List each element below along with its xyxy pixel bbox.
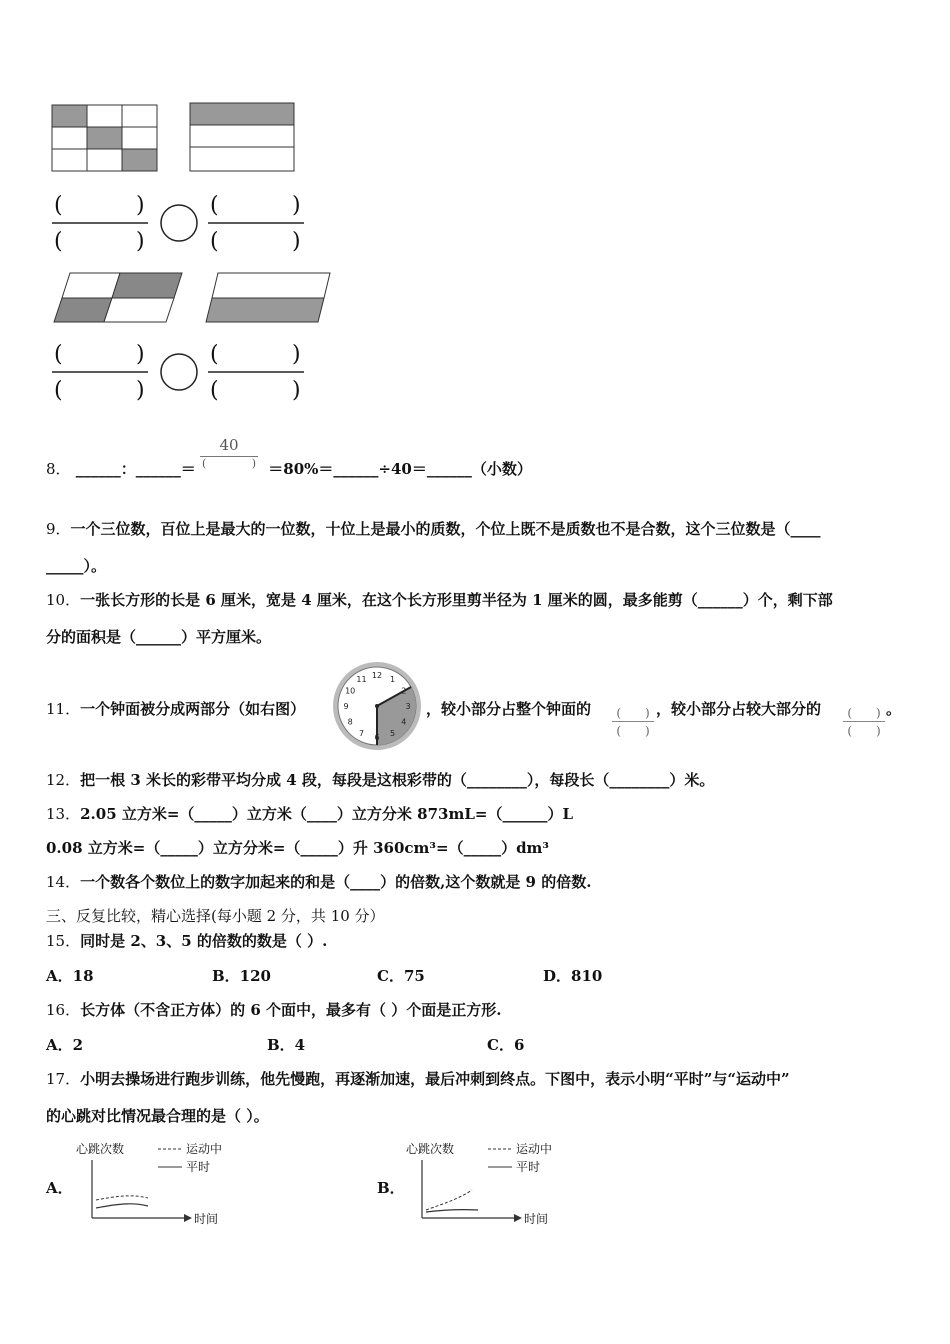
q17-option-b[interactable]: B． [377, 1179, 405, 1197]
series-exercise-line [96, 1196, 148, 1200]
para-strip-shaded [206, 298, 324, 322]
question-13-cont [46, 838, 549, 858]
question-13 [46, 804, 573, 824]
question-14 [46, 872, 591, 892]
q8-frac-top: 40 [200, 436, 258, 457]
paren-r: ) [292, 342, 301, 367]
q15-option-d[interactable]: D．810 [543, 967, 603, 985]
q17-line2: 的心跳对比情况最合理的是（ ）。 [46, 1107, 269, 1125]
q11-frac2-bottom: ( ) [847, 724, 881, 738]
clock-numeral: 4 [401, 717, 407, 727]
q14-text: 一个数各个数位上的数字加起来的和是（____）的倍数,这个数就是 9 的倍数. [80, 873, 592, 891]
parallelogram-right [206, 273, 330, 322]
question-10 [46, 590, 833, 610]
paren-l: ( [210, 342, 219, 367]
grid-shape-left [52, 105, 157, 171]
paren-l: ( [210, 229, 219, 254]
question-number: 14． [46, 873, 81, 891]
grid-cell-shaded [122, 149, 157, 171]
q12-text: 把一根 3 米长的彩带平均分成 4 段，每段是这根彩带的（________），每段长（________）米。 [80, 771, 715, 789]
question-9 [46, 519, 821, 539]
grid-cell [87, 105, 122, 127]
q17-chart-b [402, 1138, 582, 1230]
paren-l: ( [54, 378, 63, 403]
paren-l: ( [210, 193, 219, 218]
question-11-b [426, 699, 591, 719]
clock-numeral: 1 [389, 675, 396, 685]
para-cell-shaded [54, 298, 112, 322]
strip-shape-right [190, 103, 294, 171]
clock-numeral: 5 [389, 728, 396, 738]
chart-b-xlabel: 时间 [524, 1212, 549, 1226]
clock-numeral: 3 [405, 702, 411, 711]
fraction-blank-row-2 [52, 354, 304, 390]
grid-cell [122, 127, 157, 149]
grid-cell [52, 149, 87, 171]
question-11 [46, 699, 305, 719]
q16-option-a[interactable]: A．2 [46, 1036, 84, 1054]
q8-frac-paren-r: ) [251, 457, 256, 470]
question-number: 15． [46, 932, 81, 950]
q15-text: 同时是 2、3、5 的倍数的数是（ ）. [80, 932, 328, 950]
clock-numeral: 10 [345, 686, 356, 696]
section-3-title [46, 906, 385, 926]
question-number: 12． [46, 771, 81, 789]
q13-line2: 0.08 立方米=（_____）立方分米=（_____）升 360cm³=（_____）dm³ [46, 839, 549, 857]
series-normal-line [96, 1204, 148, 1208]
strip-shaded [190, 103, 294, 125]
q16-text: 长方体（不含正方体）的 6 个面中，最多有（ ）个面是正方形. [80, 1001, 502, 1019]
paren-r: ) [292, 229, 301, 254]
chart-b-legend-solid: 平时 [516, 1160, 541, 1174]
question-17 [46, 1069, 790, 1089]
q15-option-a[interactable]: A．18 [46, 967, 94, 985]
chart-a-ylabel: 心跳次数 [76, 1142, 125, 1156]
strip [190, 147, 294, 171]
question-12 [46, 770, 714, 790]
q15-option-c[interactable]: C．75 [377, 967, 425, 985]
question-9-cont [46, 556, 106, 576]
q11-text-d: 。 [886, 700, 902, 718]
clock-numeral: 11 [356, 675, 367, 685]
q13-line1: 2.05 立方米=（_____）立方米（____）立方分米 873mL=（______）L [80, 805, 573, 823]
series-exercise-line [426, 1190, 472, 1210]
chart-a-xlabel: 时间 [194, 1212, 219, 1226]
paren-r: ) [136, 193, 145, 218]
clock-numeral: 6 [374, 733, 380, 742]
paren-l: ( [210, 378, 219, 403]
fraction-blank-row-1 [52, 205, 304, 241]
question-17-cont [46, 1106, 269, 1126]
paren-r: ) [136, 342, 145, 367]
para-cell-shaded [112, 273, 182, 298]
q11-frac1-top: ( ) [612, 704, 654, 722]
q8-frac-paren-l: ( [202, 457, 207, 470]
fraction-shapes-svg [40, 95, 340, 415]
clock-numeral: 12 [371, 671, 383, 680]
q11-fraction-1 [612, 704, 654, 739]
q9-line2: _____）。 [46, 557, 107, 575]
grid-cell [122, 105, 157, 127]
para-cell [62, 273, 120, 298]
paren-l: ( [54, 193, 63, 218]
q11-fraction-2 [843, 704, 885, 739]
question-11-d [886, 699, 901, 719]
series-normal-line [426, 1210, 478, 1212]
clock-figure [330, 660, 424, 752]
q11-frac2-top: ( ) [843, 704, 885, 722]
parallelogram-left [54, 273, 182, 322]
q15-option-b[interactable]: B．120 [212, 967, 271, 985]
grid-cell [52, 127, 87, 149]
question-number: 16． [46, 1001, 81, 1019]
q8-text-b: ＝80%＝______÷40＝______（小数） [268, 460, 532, 478]
question-15 [46, 931, 327, 951]
para-strip [212, 273, 330, 298]
clock-svg [330, 660, 424, 752]
paren-l: ( [54, 342, 63, 367]
clock-numeral: 7 [358, 728, 365, 738]
question-number: 11． [46, 700, 81, 718]
clock-center [375, 704, 379, 708]
section-title: 三、反复比较，精心选择(每小题 2 分，共 10 分） [46, 907, 385, 925]
question-10-cont [46, 627, 271, 647]
chart-b-legend-dash: 运动中 [516, 1142, 553, 1156]
question-16 [46, 1000, 501, 1020]
chart-a-legend-solid: 平时 [186, 1160, 211, 1174]
clock-numeral: 8 [347, 717, 353, 727]
q11-frac1-bottom: ( ) [616, 724, 650, 738]
q11-text-c: ，较小部分占较大部分的 [656, 700, 822, 718]
question-number: 9． [46, 520, 71, 538]
q11-text-b: ，较小部分占整个钟面的 [426, 700, 592, 718]
compare-circle [161, 205, 197, 241]
strip [190, 125, 294, 147]
q16-option-b[interactable]: B．4 [267, 1036, 306, 1054]
chart-b-ylabel: 心跳次数 [406, 1142, 455, 1156]
q10-line1: 一张长方形的长是 6 厘米，宽是 4 厘米，在这个长方形里剪半径为 1 厘米的圆，最多能剪（______）个，剩下部 [80, 591, 833, 609]
q17-line1: 小明去操场进行跑步训练，他先慢跑，再逐渐加速，最后冲刺到终点。下图中，表示小明“平时”与“运动中” [80, 1070, 790, 1088]
clock-numeral: 9 [343, 702, 349, 711]
question-number: 17． [46, 1070, 81, 1088]
question-number: 13． [46, 805, 81, 823]
paren-r: ) [136, 229, 145, 254]
q10-line2: 分的面积是（______）平方厘米。 [46, 628, 272, 646]
paren-l: ( [54, 229, 63, 254]
x-axis-arrow [514, 1214, 522, 1222]
q8-fraction [200, 436, 258, 470]
q17-option-a[interactable]: A． [46, 1179, 73, 1197]
grid-cell [87, 149, 122, 171]
x-axis-arrow [184, 1214, 192, 1222]
q17-chart-a [72, 1138, 252, 1230]
q8-text-a: ______：______＝ [75, 460, 196, 478]
paren-r: ) [292, 378, 301, 403]
q11-text-a: 一个钟面被分成两部分（如右图） [80, 700, 306, 718]
grid-cell-shaded [87, 127, 122, 149]
para-cell [104, 298, 174, 322]
chart-a-legend-dash: 运动中 [186, 1142, 223, 1156]
q16-option-c[interactable]: C．6 [487, 1036, 525, 1054]
q9-line1: 一个三位数，百位上是最大的一位数，十位上是最小的质数，个位上既不是质数也不是合数，这个三位数是（____ [70, 520, 821, 538]
question-8 [46, 459, 532, 479]
clock-numeral: 2 [401, 686, 407, 696]
paren-r: ) [292, 193, 301, 218]
question-number: 8． [46, 460, 71, 478]
grid-cell-shaded [52, 105, 87, 127]
question-number: 10． [46, 591, 81, 609]
question-11-c [656, 699, 821, 719]
fraction-comparison-figure [40, 95, 340, 415]
paren-r: ) [136, 378, 145, 403]
compare-circle [161, 354, 197, 390]
